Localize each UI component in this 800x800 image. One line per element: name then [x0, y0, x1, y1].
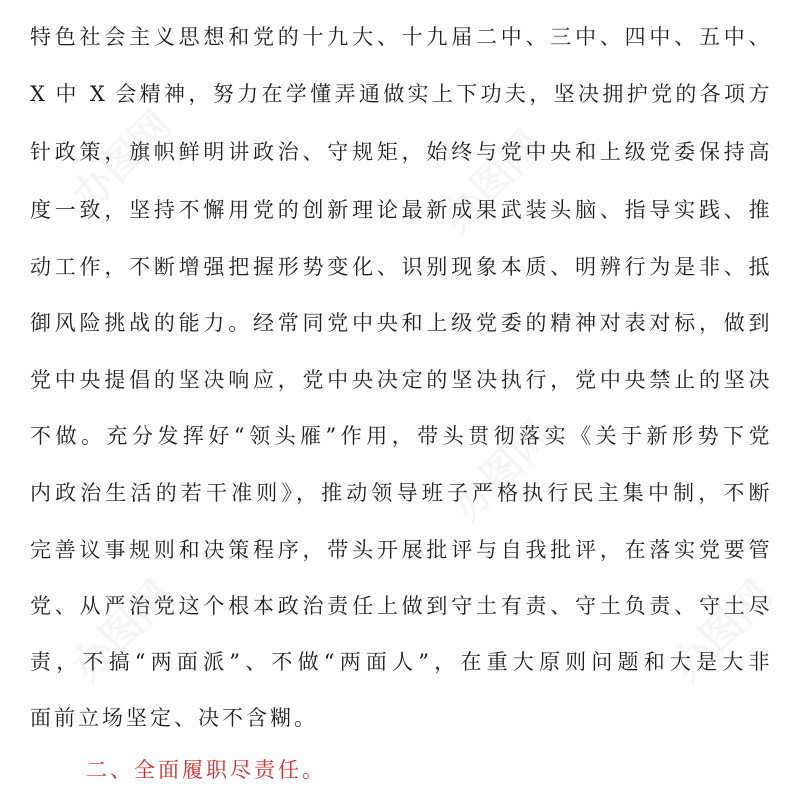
section-heading: 二、全面履职尽责任。: [86, 758, 326, 782]
body-line-10: 完善议事规则和决策程序，带头开展批评与自我批评，在落实党要管: [30, 538, 770, 562]
watermark: 办图网: [663, 572, 782, 690]
body-line-7: 党中央提倡的坚决响应，党中央决定的坚决执行，党中央禁止的坚决: [30, 368, 770, 392]
body-line-6: 御风险挑战的能力。经常同党中央和上级党委的精神对表对标，做到: [30, 311, 770, 335]
body-line-4: 度一致，坚持不懈用党的创新理论最新成果武装头脑、指导实践、推: [30, 198, 770, 222]
body-line-8: 不做。充分发挥好“领头雁”作用，带头贯彻落实《关于新形势下党: [30, 424, 770, 448]
body-line-3: 针政策，旗帜鲜明讲政治、守规矩，始终与党中央和上级党委保持高: [30, 140, 770, 164]
watermark: 办图网: [443, 412, 562, 530]
watermark: 办图网: [433, 122, 552, 240]
body-line-9: 内政治生活的若干准则》，推动领导班子严格执行民主集中制，不断: [30, 481, 770, 505]
body-line-2: X 中 X 会精神，努力在学懂弄通做实上下功夫，坚决拥护党的各项方: [30, 82, 770, 106]
watermark: 办图网: [63, 102, 182, 220]
body-line-5: 动工作，不断增强把握形势变化、识别现象本质、明辨行为是非、抵: [30, 255, 770, 279]
body-line-11: 党、从严治党这个根本政治责任上做到守土有责、守土负责、守土尽: [30, 594, 770, 618]
watermark: 办图网: [63, 572, 182, 690]
body-line-12: 责，不搞“两面派”、不做“两面人”，在重大原则问题和大是大非: [30, 650, 770, 674]
body-line-1: 特色社会主义思想和党的十九大、十九届二中、三中、四中、五中、: [30, 25, 770, 49]
body-line-13: 面前立场坚定、决不含糊。: [30, 706, 318, 730]
